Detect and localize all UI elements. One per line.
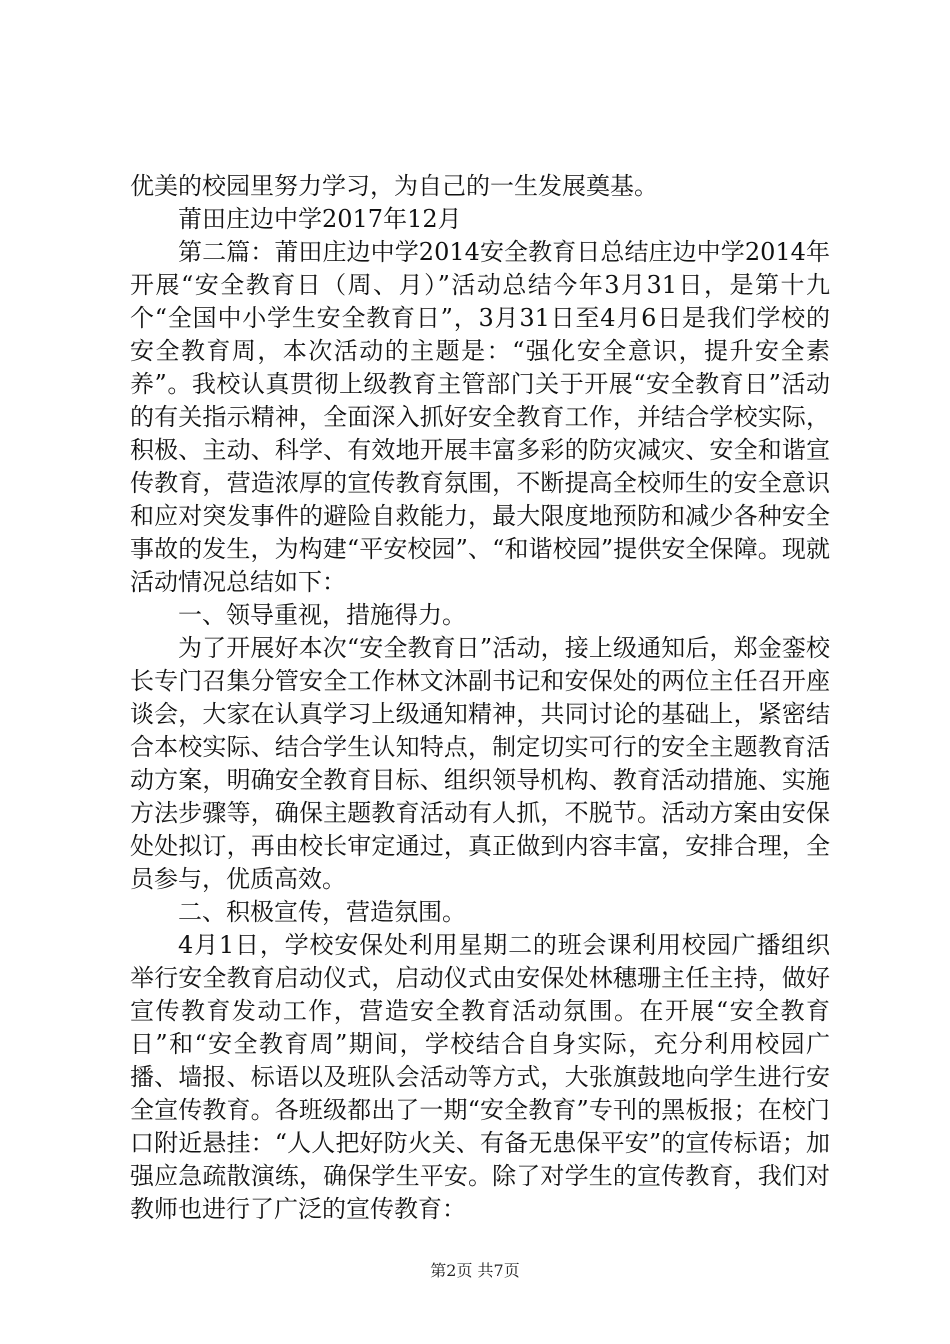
section-heading-two: 二、积极宣传，营造氛围。 [178,898,466,926]
page-number-footer: 第2页 共7页 [430,1261,520,1280]
paragraph-signature-date: 莆田庄边中学2017年12月 [178,205,462,233]
paragraph-part-two-intro: 第二篇：莆田庄边中学2014安全教育日总结庄边中学2014年开展“安全教育日（周、月）”活动总结今年3月31日，是第十九个“全国中小学生安全教育日”，3月31日至4月6日是我们学校的安全教育周，本次活动的主题是：“强化安全意识，提升安全素养”。我校认真贯彻上级教育主管部门关于开展“安全教育日”活动的有关指示精神，全面深入抓好安全教育工作，并结合学校实际，积极、主动、科学、有效地开展丰富多彩的防灾减灾、安全和谐宣传教育，营造浓厚的宣传教育氛围，不断提高全校师生的安全意识和应对突发事件的避险自救能力，最大限度地预防和减少各种安全事故的发生，为构建“平安校园”、“和谐校园”提供安全保障。现就活动情况总结如下： [130,238,830,596]
document-body [130,170,830,1226]
paragraph-section-one: 为了开展好本次“安全教育日”活动，接上级通知后，郑金銮校长专门召集分管安全工作林文沐副书记和安保处的两位主任召开座谈会，大家在认真学习上级通知精神，共同讨论的基础上，紧密结合本校实际、结合学生认知特点，制定切实可行的安全主题教育活动方案，明确安全教育目标、组织领导机构、教育活动措施、实施方法步骤等，确保主题教育活动有人抓，不脱节。活动方案由安保处处拟订，再由校长审定通过，真正做到内容丰富，安排合理，全员参与，优质高效。 [130,634,830,893]
paragraph-section-two: 4月1日，学校安保处利用星期二的班会课利用校园广播组织举行安全教育启动仪式，启动仪式由安保处林穗珊主任主持，做好宣传教育发动工作，营造安全教育活动氛围。在开展“安全教育日”和“安全教育周”期间，学校结合自身实际，充分利用校园广播、墙报、标语以及班队会活动等方式，大张旗鼓地向学生进行安全宣传教育。各班级都出了一期“安全教育”专刊的黑板报；在校门口附近悬挂：“人人把好防火关、有备无患保平安”的宣传标语；加强应急疏散演练，确保学生平安。除了对学生的宣传教育，我们对教师也进行了广泛的宣传教育： [130,931,830,1223]
paragraph-continuation: 优美的校园里努力学习，为自己的一生发展奠基。 [130,172,658,200]
section-heading-one: 一、领导重视，措施得力。 [178,601,466,629]
